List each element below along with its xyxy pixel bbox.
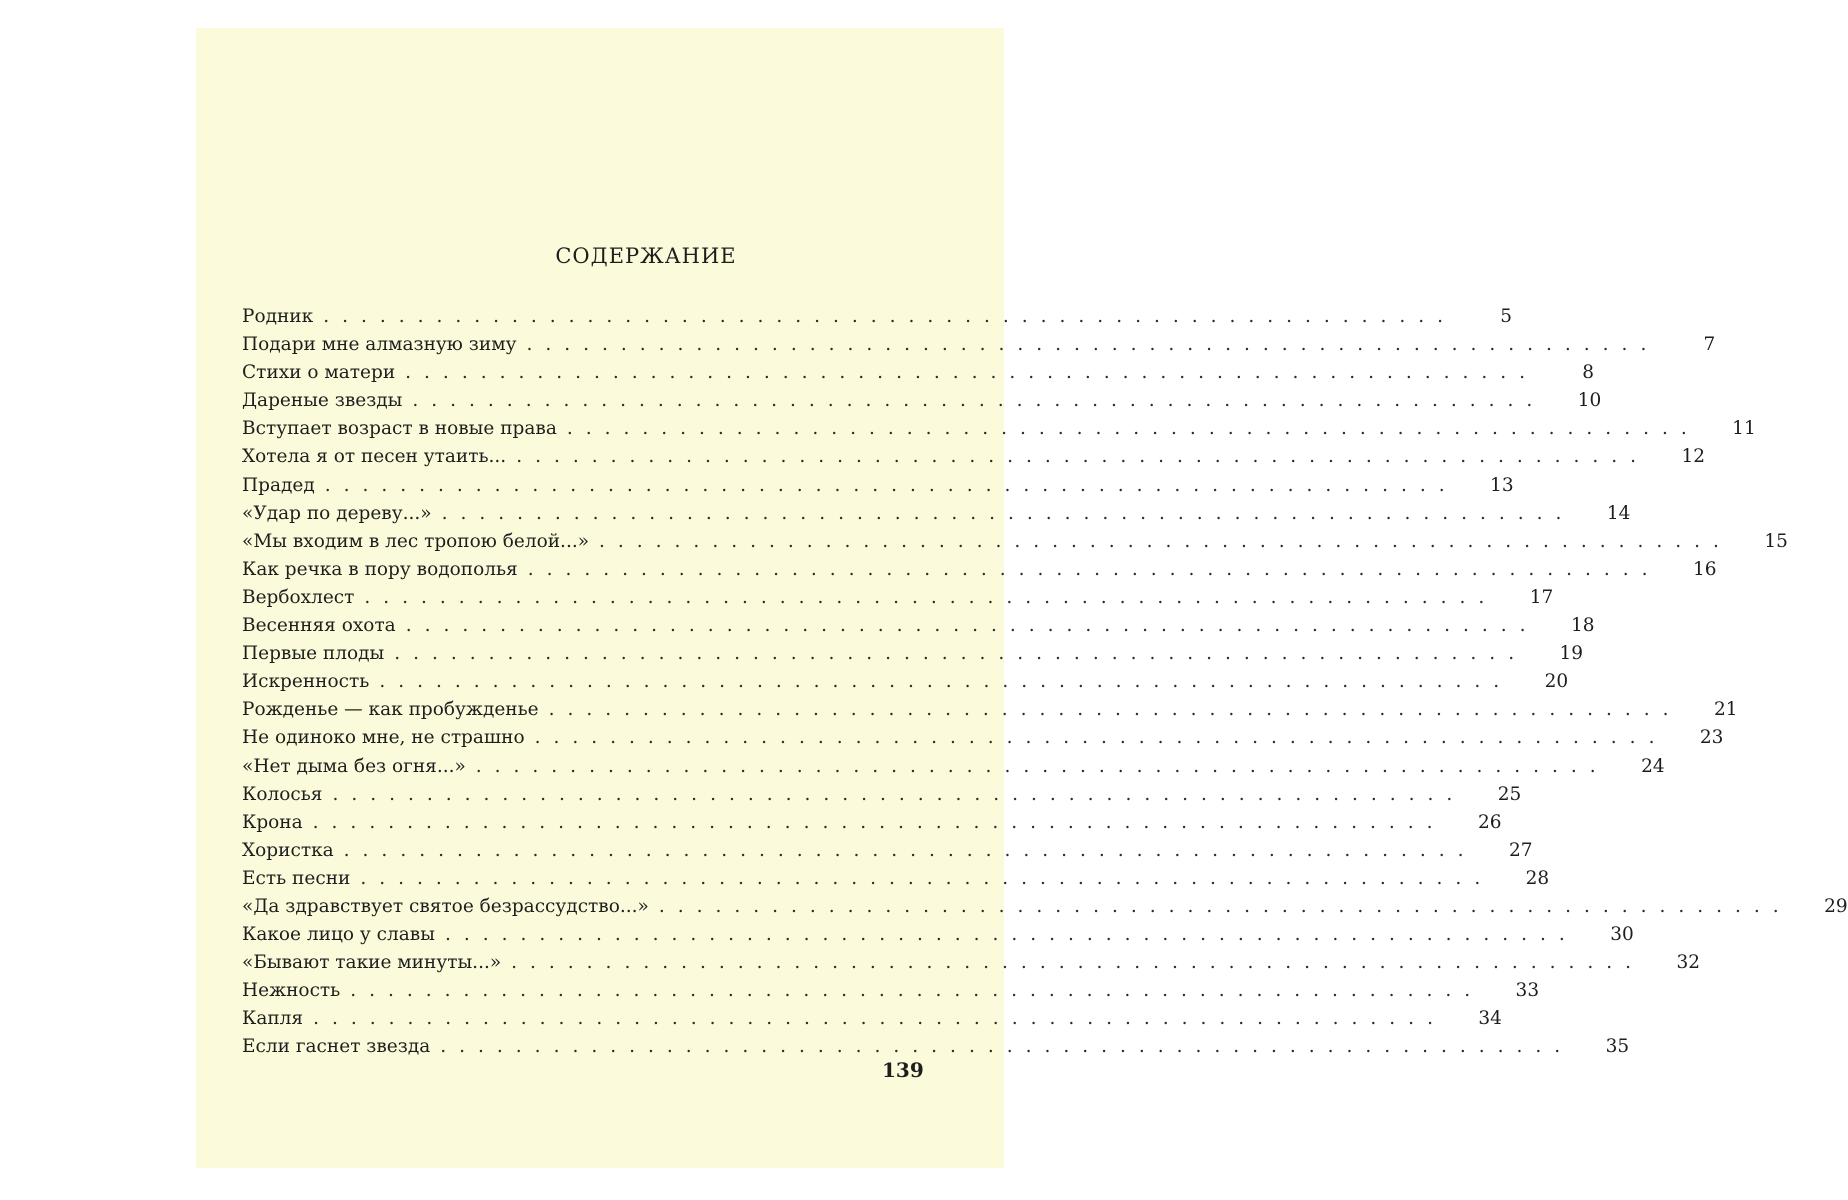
toc-entry-title: Родник xyxy=(242,306,314,327)
dot-leader: ............................................................ xyxy=(405,615,1539,637)
toc-entry-page: 11 xyxy=(1732,418,1756,440)
toc-entry-title: Если гаснет звезда xyxy=(242,1036,431,1058)
toc-entry-page: 16 xyxy=(1693,558,1717,580)
toc-entry-page: 18 xyxy=(1571,615,1595,637)
toc-entry xyxy=(242,980,1540,1008)
toc-entry-title: Первые плоды xyxy=(242,643,385,665)
toc-entry xyxy=(242,530,1788,559)
toc-entry xyxy=(242,699,1738,727)
toc-entry-title: «Удар по дереву...» xyxy=(242,502,432,524)
toc-entry xyxy=(242,306,1513,334)
toc-entry-page: 21 xyxy=(1713,699,1738,721)
toc-entry-title: Крона xyxy=(242,811,303,833)
toc-entry-title: Нежность xyxy=(242,980,341,1002)
dot-leader: ............................................................ xyxy=(312,811,1446,833)
toc-entry xyxy=(242,643,1584,671)
dot-leader: ............................................................ xyxy=(527,558,1661,580)
toc-entry-page: 24 xyxy=(1641,755,1665,777)
toc-entry xyxy=(242,952,1700,980)
toc-entry xyxy=(242,362,1595,390)
dot-leader: ............................................................ xyxy=(534,727,1668,749)
toc-entry-title: Весенняя охота xyxy=(242,615,396,637)
toc-entry xyxy=(242,334,1716,362)
dot-leader: ............................................................ xyxy=(440,1036,1574,1058)
toc-entry-page: 29 xyxy=(1824,895,1848,917)
dot-leader: ............................................................ xyxy=(475,755,1609,777)
toc-entry-page: 5 xyxy=(1500,306,1513,327)
toc-entry-title: Хотела я от песен утаить... xyxy=(242,446,507,468)
toc-entry xyxy=(242,502,1631,531)
toc-entry-page: 35 xyxy=(1605,1036,1630,1058)
toc-entry-page: 32 xyxy=(1676,952,1700,974)
toc-entry-page: 20 xyxy=(1544,671,1569,693)
toc-entry-title: Капля xyxy=(242,1008,304,1030)
toc-entry-title: Не одиноко мне, не страшно xyxy=(242,727,525,749)
toc-entry-page: 8 xyxy=(1582,362,1595,384)
toc-entry-page: 28 xyxy=(1525,867,1550,889)
dot-leader: ............................................................ xyxy=(444,924,1578,946)
dot-leader: ............................................................ xyxy=(313,1008,1446,1030)
toc-entry xyxy=(242,924,1634,952)
toc-entry-title: Прадед xyxy=(242,474,315,496)
toc-entry-page: 19 xyxy=(1559,643,1584,665)
toc-entry xyxy=(242,1036,1630,1064)
toc-entry xyxy=(242,418,1756,446)
toc-entry xyxy=(242,811,1502,840)
page-title: СОДЕРЖАНИЕ xyxy=(555,244,737,268)
toc-entry-page: 10 xyxy=(1577,390,1602,412)
dot-leader: ............................................................ xyxy=(405,362,1539,384)
toc-entry xyxy=(242,783,1522,812)
toc-entry-page: 7 xyxy=(1703,334,1716,356)
dot-leader: ............................................................ xyxy=(566,418,1700,440)
toc-entry-page: 23 xyxy=(1699,727,1724,749)
toc-entry-title: Искренность xyxy=(242,671,370,693)
dot-leader: ............................................................ xyxy=(324,474,1458,496)
toc-entry-title: Хористка xyxy=(242,839,334,861)
toc-entry-page: 30 xyxy=(1610,924,1634,946)
dot-leader: ............................................................ xyxy=(412,390,1546,412)
toc-entry-page: 34 xyxy=(1478,1008,1502,1030)
toc-entry-title: Рожденье — как пробужденье xyxy=(242,699,539,721)
toc-entry xyxy=(242,755,1665,784)
toc-entry xyxy=(242,727,1724,755)
toc-entry-title: «Нет дыма без огня...» xyxy=(242,755,466,777)
toc-entry xyxy=(242,867,1550,896)
dot-leader: ............................................................ xyxy=(379,671,1513,693)
dot-leader: ............................................................ xyxy=(332,783,1466,805)
toc-entry xyxy=(242,671,1569,699)
dot-leader: ............................................................ xyxy=(516,446,1650,468)
book-page xyxy=(196,28,1848,1168)
toc-entry-title: Вербохлест xyxy=(242,586,355,608)
toc-entry xyxy=(242,586,1554,615)
toc-entry-page: 15 xyxy=(1764,530,1788,552)
dot-leader: ............................................................ xyxy=(364,586,1498,608)
dot-leader: ............................................................ xyxy=(323,306,1457,327)
toc-entry-page: 13 xyxy=(1490,474,1514,496)
toc-entry-title: Подари мне алмазную зиму xyxy=(242,334,517,356)
toc-entry-page: 25 xyxy=(1497,783,1522,805)
dot-leader: ............................................................ xyxy=(350,980,1484,1002)
dot-leader: ............................................................ xyxy=(441,502,1575,524)
toc-entry-page: 14 xyxy=(1606,502,1631,524)
toc-entry xyxy=(242,446,1706,474)
table-of-contents xyxy=(242,306,1848,1065)
toc-entry-title: «Да здравствует святое безрассудство...» xyxy=(242,895,649,917)
toc-entry-title: Колосья xyxy=(242,783,323,805)
toc-entry-title: Стихи о матери xyxy=(242,362,396,384)
toc-entry xyxy=(242,615,1595,643)
dot-leader: ............................................................ xyxy=(548,699,1682,721)
toc-entry xyxy=(242,895,1848,924)
dot-leader: ............................................................ xyxy=(360,867,1494,889)
dot-leader: ............................................................ xyxy=(599,530,1732,552)
toc-entry-page: 26 xyxy=(1477,811,1502,833)
dot-leader: ............................................................ xyxy=(394,643,1528,665)
toc-entry xyxy=(242,474,1514,503)
toc-entry-title: Как речка в пору водополья xyxy=(242,558,518,580)
page-number: 139 xyxy=(882,1058,924,1082)
toc-entry-page: 27 xyxy=(1508,839,1533,861)
toc-entry xyxy=(242,839,1533,868)
toc-entry-title: «Мы входим в лес тропою белой...» xyxy=(242,530,590,552)
toc-entry-title: Дареные звезды xyxy=(242,390,403,412)
toc-entry-page: 33 xyxy=(1515,980,1540,1002)
toc-entry-title: «Бывают такие минуты...» xyxy=(242,952,502,974)
toc-entry xyxy=(242,390,1602,418)
toc-entry xyxy=(242,558,1717,587)
dot-leader: ............................................................ xyxy=(658,895,1792,917)
toc-entry-title: Есть песни xyxy=(242,867,351,889)
dot-leader: ............................................................ xyxy=(343,839,1477,861)
dot-leader: ............................................................ xyxy=(511,952,1644,974)
dot-leader: ............................................................ xyxy=(526,334,1660,356)
toc-entry-page: 12 xyxy=(1681,446,1706,468)
toc-entry xyxy=(242,1008,1502,1036)
toc-entry-title: Какое лицо у славы xyxy=(242,924,435,946)
toc-entry-page: 17 xyxy=(1529,586,1554,608)
toc-entry-title: Вступает возраст в новые права xyxy=(242,418,557,440)
